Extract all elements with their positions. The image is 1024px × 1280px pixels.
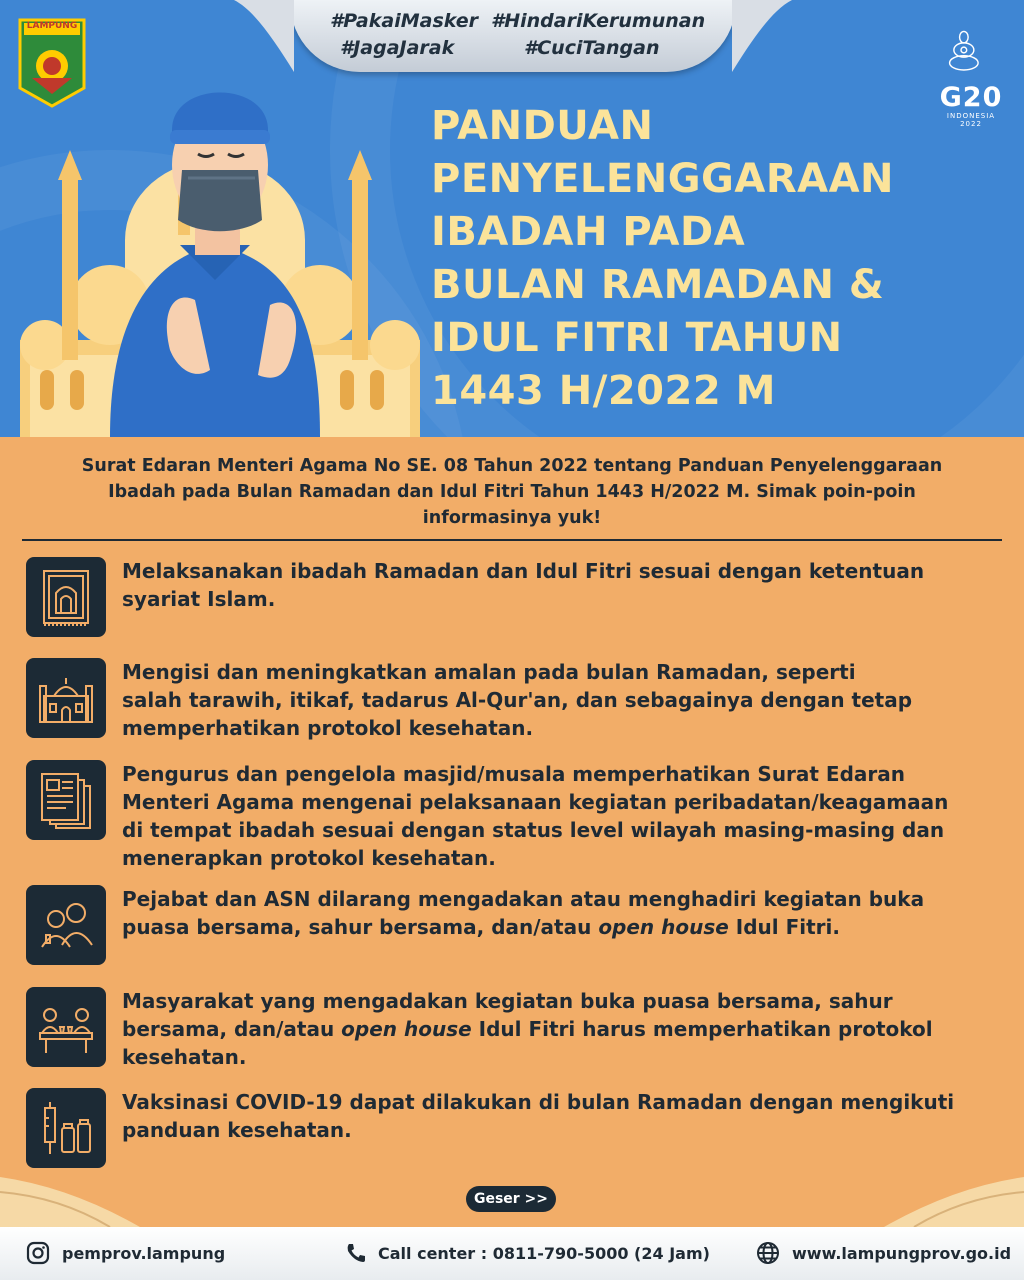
hero-banner [0,0,1024,437]
page-title [431,100,1021,418]
mosque-icon [26,658,106,738]
item-line [122,913,1006,941]
item-text [122,1088,1006,1144]
item-line: kesehatan. [122,1045,247,1069]
instagram-icon [26,1241,50,1265]
item-text [122,760,1006,872]
banner-ornament-left [234,0,294,72]
item-line: di tempat ibadah sesuai dengan status level wilayah masing-masing dan [122,818,945,842]
hashtag-pakai-masker: #PakaiMasker [330,10,478,32]
praying-man-mosque-illustration [0,70,430,437]
item-line: menerapkan protokol kesehatan. [122,846,496,870]
intro-paragraph [20,453,1004,531]
item-line: salah tarawih, itikaf, tadarus Al-Qur'an, dan sebagainya dengan tetap [122,688,913,712]
vaccine-icon [26,1088,106,1168]
title-line: IBADAH PADA [431,209,746,255]
hashtag-cuci-tangan: #CuciTangan [524,37,660,59]
item-line-part: Idul Fitri harus memperhatikan protokol [471,1017,933,1041]
item-line: Vaksinasi COVID-19 dapat dilakukan di bulan Ramadan dengan mengikuti [122,1090,955,1114]
item-line: memperhatikan protokol kesehatan. [122,716,534,740]
hashtag-jaga-jarak: #JagaJarak [340,37,455,59]
dining-table-icon [26,987,106,1067]
item-line: syariat Islam. [122,587,276,611]
phone-icon [344,1241,368,1265]
banner-ornament-right [732,0,792,72]
footer [0,1227,1024,1280]
next-slide-button[interactable]: Geser >> [466,1186,556,1212]
g20-country: INDONESIA [946,112,996,120]
item-line-emphasis: open house [341,1017,472,1041]
content-section [0,437,1024,1227]
item-line: Masyarakat yang mengadakan kegiatan buka puasa bersama, sahur [122,989,893,1013]
title-line: PENYELENGGARAAN [431,156,895,202]
hashtag-banner [290,0,736,72]
people-icon [26,885,106,965]
item-line: Pengurus dan pengelola masjid/musala memperhatikan Surat Edaran [122,762,906,786]
item-line: Menteri Agama mengenai pelaksanaan kegiatan peribadatan/keagamaan [122,790,949,814]
logo-label: LAMPUNG [26,21,78,31]
item-text [122,987,1006,1071]
prayer-mat-icon [26,557,106,637]
item-line-part: puasa bersama, sahur bersama, dan/atau [122,915,599,939]
corner-ornament-right [884,1167,1024,1227]
instagram-handle: pemprov.lampung [62,1244,226,1263]
item-line-part: Idul Fitri. [728,915,840,939]
item-line-part: bersama, dan/atau [122,1017,342,1041]
corner-ornament-left [0,1167,140,1227]
hashtag-hindari-kerumunan: #HindariKerumunan [491,10,706,32]
divider [22,539,1002,541]
call-center-text: Call center : 0811-790-5000 (24 Jam) [378,1244,710,1263]
g20-year: 2022 [960,120,982,128]
title-line: PANDUAN [431,103,654,149]
intro-line: Surat Edaran Menteri Agama No SE. 08 Tahun 2022 tentang Panduan Penyelenggaraan [81,456,943,476]
title-line: BULAN RAMADAN & [431,262,885,308]
item-line: Mengisi dan meningkatkan amalan pada bulan Ramadan, seperti [122,660,856,684]
globe-icon [756,1241,780,1265]
lampung-province-logo [18,18,86,108]
item-line-emphasis: open house [598,915,729,939]
intro-line: Ibadah pada Bulan Ramadan dan Idul Fitri Tahun 1443 H/2022 M. Simak poin-poin [108,482,916,502]
title-line: 1443 H/2022 M [431,368,776,414]
intro-line: informasinya yuk! [422,508,602,528]
title-line: IDUL FITRI TAHUN [431,315,843,361]
g20-emblem-icon [946,20,996,80]
item-line: Pejabat dan ASN dilarang mengadakan atau menghadiri kegiatan buka [122,887,925,911]
document-icon [26,760,106,840]
item-line: panduan kesehatan. [122,1118,352,1142]
item-text [122,557,1006,613]
g20-text: G20 [939,82,1003,113]
item-line: Melaksanakan ibadah Ramadan dan Idul Fitri sesuai dengan ketentuan [122,559,925,583]
item-line [122,1015,1006,1043]
website-url: www.lampungprov.go.id [792,1244,1012,1263]
item-text [122,885,1006,941]
item-text [122,658,1006,742]
